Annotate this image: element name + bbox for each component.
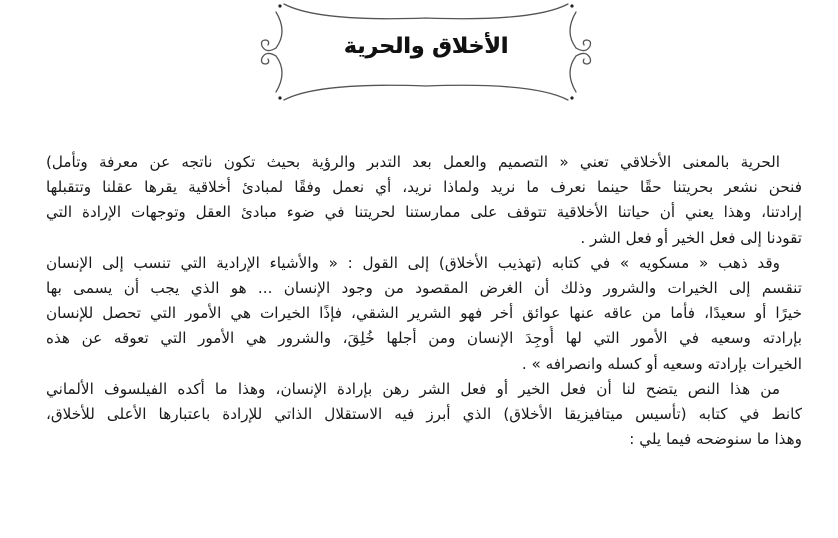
page-title: الأخلاق والحرية <box>343 34 509 59</box>
document-body <box>46 150 802 452</box>
text-line: تنقسم إلى الخيرات والشرور وذلك أن الغرض المقصود من وجود الإنسان ... هو الذي يجب أن يسمى بها <box>46 278 802 297</box>
text-line: كانط في كتابه (تأسيس ميتافيزيقا الأخلاق) الذي أبرز فيه الاستقلال الذاتي للإرادة باعتبارها الأعلى للأخلاق، <box>46 404 802 423</box>
title-frame <box>258 0 594 104</box>
paragraph-freedom-definition <box>46 150 802 251</box>
text-line: وهذا ما سنوضحه فيما يلي : <box>629 430 802 449</box>
text-line: الخيرات بإرادته وسعيه أو كسله وانصرافه » . <box>521 354 802 373</box>
text-line: تقودنا إلى فعل الخير أو فعل الشر . <box>580 228 802 247</box>
paragraph-miskawayh-quote <box>46 251 802 377</box>
text-line: إرادتنا، وهذا يعني أن حياتنا الأخلاقية تتوقف على ممارستنا لحريتنا في ضوء مبادئ العقل وتوجهات الإرادة التي <box>46 203 802 222</box>
paragraph-kant-reference <box>46 377 802 453</box>
text-line: وقد ذهب « مسكويه » في كتابه (تهذيب الأخلاق) إلى القول : « والأشياء الإرادية التي تنسب إلى الإنسان <box>46 253 780 272</box>
text-line: فنحن نشعر بحريتنا حقًا حينما نعرف ما نريد ولماذا نريد، أي نعمل وفقًا لمبادئ أخلاقية يقرها عقلنا وتتقبلها <box>46 178 802 197</box>
text-line: الحرية بالمعنى الأخلاقي تعني « التصميم والعمل بعد التدبر والرؤية بحيث تكون ناتجه عن معرفة وتأمل) <box>46 153 780 171</box>
text-line: بإرادته وسعيه في الأمور التي لها أُوجِدَ الإنسان ومن أجلها خُلِقَ، والشرور هي الأمور التي تعوقه عن هذه <box>46 329 802 348</box>
text-line: من هذا النص يتضح لنا أن فعل الخير أو فعل الشر رهن بإرادة الإنسان، وهذا ما أكده الفيلسوف الألماني <box>46 379 780 398</box>
text-line: خيرًا أو سعيدًا، فأما من عاقه عنها عوائق أخر فهو الشرير الشقي، فإذًا الخيرات هي الأمور التي تحصل للإنسان <box>46 304 802 323</box>
